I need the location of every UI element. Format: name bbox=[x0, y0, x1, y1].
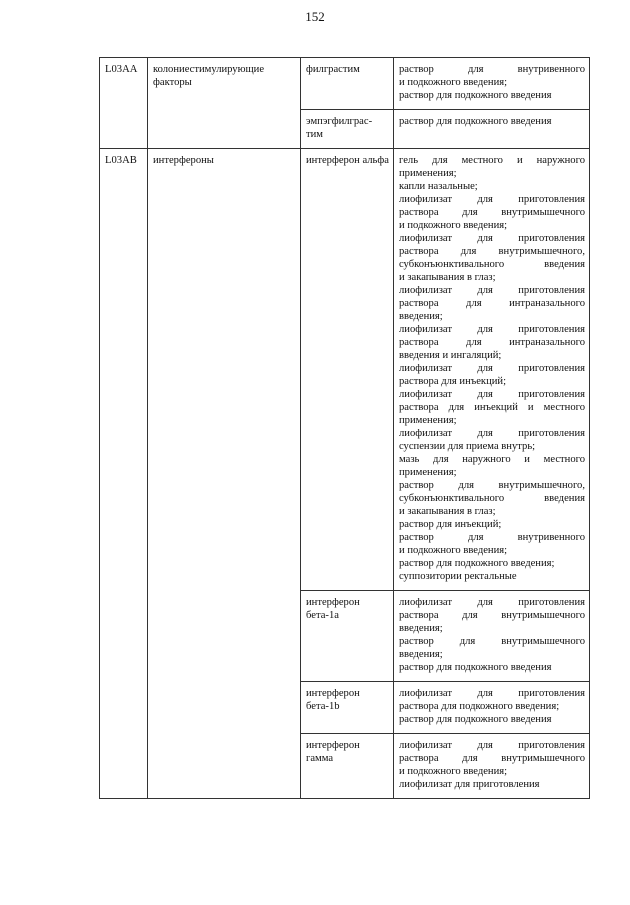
dosage-form-line: гель для местного и наружного bbox=[399, 155, 585, 166]
dosage-form-line: капли назальные; bbox=[399, 181, 478, 192]
drug-group-cell: интерфероны bbox=[148, 149, 301, 799]
dosage-form-line: раствор для подкожного введения bbox=[399, 662, 552, 673]
dosage-forms-cell bbox=[394, 734, 590, 799]
dosage-form-line: раствора для интраназального bbox=[399, 337, 585, 348]
dosage-forms-cell bbox=[394, 110, 590, 149]
dosage-form-line: лиофилизат для приготовления bbox=[399, 779, 540, 790]
dosage-form-line: лиофилизат для приготовления bbox=[399, 597, 585, 608]
dosage-form-line: раствора для инъекций; bbox=[399, 376, 507, 387]
dosage-form-line: лиофилизат для приготовления bbox=[399, 688, 585, 699]
dosage-form-line: раствор для подкожного введения bbox=[399, 90, 552, 101]
dosage-form-line: раствор для инъекций; bbox=[399, 519, 502, 530]
dosage-form-line: раствора для подкожного введения; bbox=[399, 701, 560, 712]
dosage-form-line: раствора для внутримышечного bbox=[399, 610, 585, 621]
dosage-forms-cell bbox=[394, 591, 590, 682]
dosage-form-line: применения; bbox=[399, 415, 457, 426]
dosage-form-line: лиофилизат для приготовления bbox=[399, 194, 585, 205]
dosage-form-line: суспензии для приема внутрь; bbox=[399, 441, 536, 452]
drug-name-cell: эмпэгфилграс-тим bbox=[301, 110, 394, 149]
dosage-form-line: введения и ингаляций; bbox=[399, 350, 502, 361]
drug-name-cell: интерферон альфа bbox=[301, 149, 394, 591]
dosage-form-line: раствор для внутримышечного bbox=[399, 636, 585, 647]
dosage-form-line: лиофилизат для приготовления bbox=[399, 389, 585, 400]
dosage-form-line: лиофилизат для приготовления bbox=[399, 233, 585, 244]
dosage-form-line: лиофилизат для приготовления bbox=[399, 428, 585, 439]
drug-table bbox=[99, 57, 590, 799]
dosage-form-line: раствор для подкожного введения bbox=[399, 714, 552, 725]
dosage-forms-cell bbox=[394, 682, 590, 734]
dosage-form-line: применения; bbox=[399, 168, 457, 179]
dosage-form-line: раствора для инъекций и местного bbox=[399, 402, 585, 413]
dosage-forms-cell bbox=[394, 149, 590, 591]
dosage-forms-cell bbox=[394, 58, 590, 110]
dosage-form-line: раствора для интраназального bbox=[399, 298, 585, 309]
dosage-form-line: лиофилизат для приготовления bbox=[399, 324, 585, 335]
dosage-form-line: и подкожного введения; bbox=[399, 220, 508, 231]
table-row bbox=[100, 58, 590, 110]
table-row bbox=[100, 149, 590, 591]
dosage-form-line: раствор для внутримышечного, bbox=[399, 480, 585, 491]
dosage-form-line: и закапывания в глаз; bbox=[399, 272, 496, 283]
dosage-form-line: и закапывания в глаз; bbox=[399, 506, 496, 517]
dosage-form-line: субконъюнктивального введения bbox=[399, 259, 585, 270]
dosage-form-line: раствор для внутривенного bbox=[399, 64, 585, 75]
dosage-form-line: раствора для внутримышечного, bbox=[399, 246, 585, 257]
dosage-form-line: и подкожного введения; bbox=[399, 545, 508, 556]
dosage-form-line: раствора для внутримышечного bbox=[399, 207, 585, 218]
dosage-form-line: раствор для внутривенного bbox=[399, 532, 585, 543]
atc-code-cell: L03AB bbox=[100, 149, 148, 799]
dosage-form-line: субконъюнктивального введения bbox=[399, 493, 585, 504]
dosage-form-line: и подкожного введения; bbox=[399, 77, 508, 88]
dosage-form-line: и подкожного введения; bbox=[399, 766, 508, 777]
dosage-form-line: суппозитории ректальные bbox=[399, 571, 517, 582]
dosage-form-line: введения; bbox=[399, 623, 443, 634]
dosage-form-line: применения; bbox=[399, 467, 457, 478]
dosage-form-line: лиофилизат для приготовления bbox=[399, 363, 585, 374]
drug-name-cell: интерферон бета-1a bbox=[301, 591, 394, 682]
page-number: 152 bbox=[305, 9, 325, 24]
drug-group-cell: колониестимулирующие факторы bbox=[148, 58, 301, 149]
dosage-form-line: лиофилизат для приготовления bbox=[399, 740, 585, 751]
dosage-form-line: введения; bbox=[399, 311, 443, 322]
dosage-form-line: введения; bbox=[399, 649, 443, 660]
atc-code-cell: L03AA bbox=[100, 58, 148, 149]
drug-name-cell: филграстим bbox=[301, 58, 394, 110]
dosage-form-line: раствор для подкожного введения; bbox=[399, 558, 555, 569]
dosage-form-line: лиофилизат для приготовления bbox=[399, 285, 585, 296]
dosage-form-line: раствор для подкожного введения bbox=[399, 116, 552, 127]
drug-name-cell: интерферон бета-1b bbox=[301, 682, 394, 734]
dosage-form-line: раствора для внутримышечного bbox=[399, 753, 585, 764]
dosage-form-line: мазь для наружного и местного bbox=[399, 454, 585, 465]
drug-name-cell: интерферон гамма bbox=[301, 734, 394, 799]
